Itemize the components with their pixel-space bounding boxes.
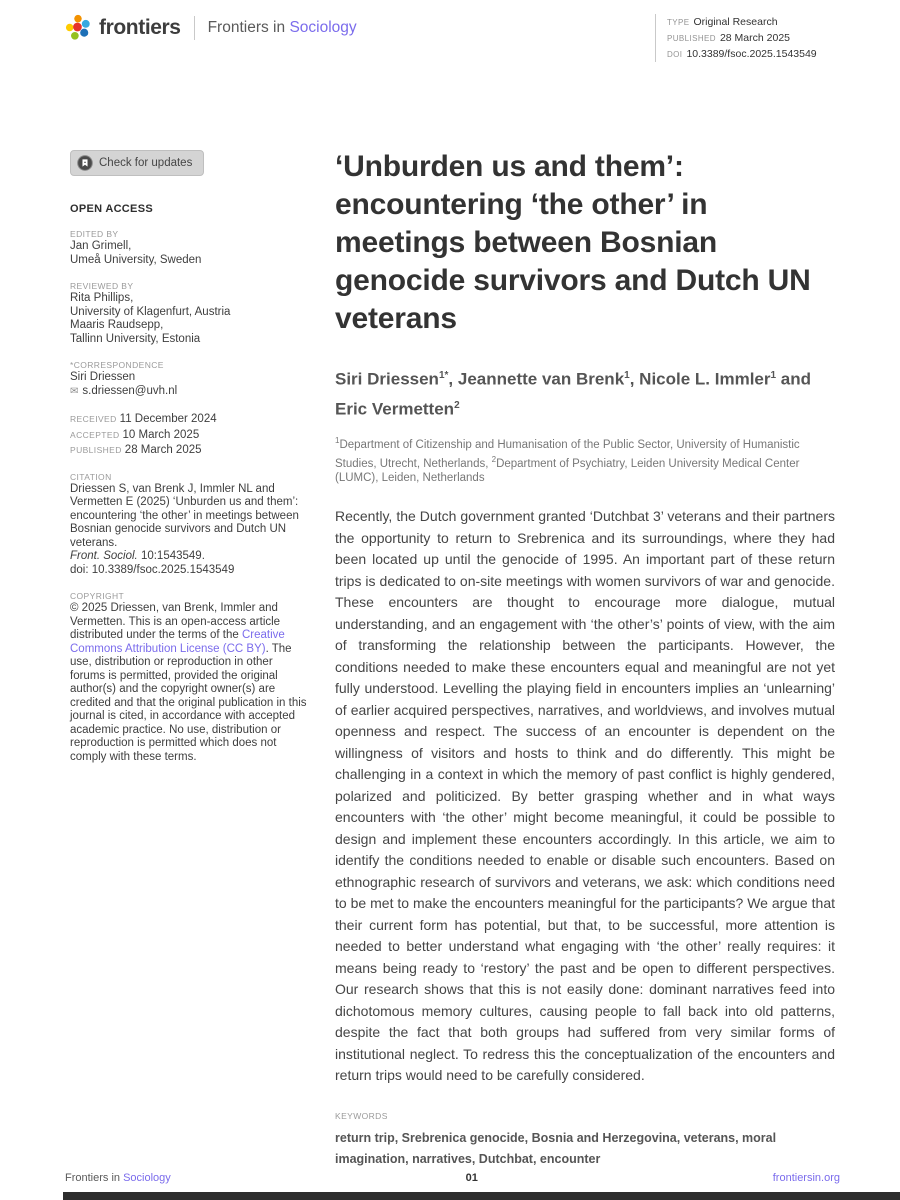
page-header xyxy=(65,14,840,62)
published-value: 28 March 2025 xyxy=(124,444,202,456)
received-row xyxy=(70,411,308,427)
meta-doi-label: DOI xyxy=(667,50,683,59)
brand xyxy=(65,14,357,41)
received-label: RECEIVED xyxy=(70,414,117,424)
correspondence-label: *CORRESPONDENCE xyxy=(70,360,164,370)
check-for-updates-label: Check for updates xyxy=(99,157,193,169)
published-label: PUBLISHED xyxy=(70,445,122,455)
footer-journal-prefix: Frontiers in xyxy=(65,1172,121,1184)
copyright-label: COPYRIGHT xyxy=(70,591,125,601)
author-name: Nicole L. Immler xyxy=(639,369,771,389)
keywords-text: return trip, Srebrenica genocide, Bosnia and Herzegovina, veterans, moral imagination, narratives, Dutchbat, encounter xyxy=(335,1130,777,1166)
page-footer xyxy=(65,1172,840,1184)
dates-section xyxy=(70,411,308,458)
footer-journal xyxy=(65,1172,171,1184)
affiliations xyxy=(335,434,835,485)
author-sup: 1 xyxy=(770,370,777,381)
copyright-post: . The use, distribution or reproduction in other forums is permitted, provided the original author(s) and the copyright owner(s) are credited and that the original publication in this journal is cited, in accordance with accepted academic practice. No use, distribution or reproduction is permitted which does not comply with these terms. xyxy=(70,642,307,763)
article-body xyxy=(335,148,835,1170)
cc-by-license-link[interactable]: Creative Commons Attribution License (CC BY) xyxy=(70,629,285,655)
sidebar xyxy=(70,150,308,777)
reviewed-by-section xyxy=(70,280,308,346)
crossmark-icon xyxy=(77,155,93,171)
citation-body: Driessen S, van Brenk J, Immler NL and Vermetten E (2025) ‘Unburden us and them’: encountering ‘the other’ in meetings between Bosnian genocide survivors and Dutch UN veterans. xyxy=(70,482,299,549)
affiliation-text: Department of Psychiatry, Leiden University Medical Center (LUMC), Leiden, Netherlands xyxy=(335,457,800,484)
editor-name: Jan Grimell, xyxy=(70,240,132,252)
citation-journal: Front. Sociol. xyxy=(70,550,138,562)
author-sep: , xyxy=(448,369,458,389)
author-sup: 2 xyxy=(454,399,460,411)
affiliation-sup: 2 xyxy=(491,454,497,464)
keywords-label: KEYWORDS xyxy=(335,1110,388,1121)
correspondence-name: Siri Driessen xyxy=(70,371,136,383)
citation-section xyxy=(70,471,308,578)
author-name: Eric Vermetten xyxy=(335,399,455,419)
author-sep: and xyxy=(776,369,812,389)
correspondence-email-row xyxy=(70,385,308,399)
citation-doi: doi: 10.3389/fsoc.2025.1543549 xyxy=(70,563,235,576)
meta-type-row xyxy=(667,14,840,30)
check-for-updates-button[interactable] xyxy=(70,150,204,176)
received-value: 11 December 2024 xyxy=(119,413,217,425)
accepted-label: ACCEPTED xyxy=(70,429,120,440)
accepted-value: 10 March 2025 xyxy=(122,428,200,441)
edited-by-section xyxy=(70,228,308,267)
correspondence-email-link[interactable]: s.driessen@uvh.nl xyxy=(82,384,178,397)
page-edge-strip xyxy=(63,1192,900,1200)
copyright-pre: © 2025 Driessen, van Brenk, Immler and Vermetten. This is an open-access article distributed under the terms of the xyxy=(70,602,281,641)
reviewed-by-label: REVIEWED BY xyxy=(70,281,134,291)
author-sep: , xyxy=(629,369,640,389)
reviewer-affiliation: University of Klagenfurt, Austria xyxy=(70,305,231,318)
frontiers-wordmark: frontiers xyxy=(99,15,181,39)
journal-name-link[interactable]: Sociology xyxy=(289,18,357,36)
reviewer-name: Maaris Raudsepp, xyxy=(70,319,164,331)
frontiersin-org-link[interactable]: frontiersin.org xyxy=(772,1172,840,1184)
meta-published-label: PUBLISHED xyxy=(667,34,716,43)
citation-journal-line xyxy=(70,550,308,564)
affiliation-sup: 1 xyxy=(335,436,340,446)
meta-published-row xyxy=(667,30,840,46)
journal-title xyxy=(208,19,357,37)
affiliation-text: Department of Citizenship and Humanisation of the Public Sector, University of Humanistic Studies, Utrecht, Netherlands, xyxy=(335,439,800,470)
citation-text xyxy=(70,483,308,551)
article-meta xyxy=(655,14,840,62)
copyright-text xyxy=(70,602,308,764)
copyright-section xyxy=(70,590,308,764)
editor-affiliation: Umeå University, Sweden xyxy=(70,253,202,266)
correspondence-section xyxy=(70,359,308,398)
open-access-heading: OPEN ACCESS xyxy=(70,203,153,215)
author-name: Siri Driessen xyxy=(335,369,439,389)
header-divider xyxy=(194,16,195,40)
meta-published-value: 28 March 2025 xyxy=(719,32,790,44)
reviewer-affiliation: Tallinn University, Estonia xyxy=(70,332,201,345)
reviewer-name: Rita Phillips, xyxy=(70,292,134,304)
journal-prefix: Frontiers in xyxy=(207,18,286,36)
footer-journal-link[interactable]: Sociology xyxy=(123,1172,171,1184)
citation-label: CITATION xyxy=(70,471,112,482)
author-sup: 1 xyxy=(624,370,630,381)
meta-type-value: Original Research xyxy=(693,16,778,28)
page-number: 01 xyxy=(465,1172,478,1184)
abstract-text: Recently, the Dutch government granted ‘Dutchbat 3’ veterans and their partners the opportunity to return to Srebrenica and its surroundings, where they had been located up until the genocide of 1995. An important part of these return trips is dedicated to on-site meetings with women survivors of war and genocide. These encounters are thought to encourage more dialogue, mutual understanding, and an engagement with ‘the other’s’ points of view, with the aim of transforming the relationship between the participants. However, the conditions needed to make these encounters equal and meaningful are not yet fully understood. Levelling the playing field in encounters implies an ‘unlearning’ of earlier acquired perspectives, narratives, and worldviews, and involves mutual openness and respect. The success of an encounter is dependent on the willingness of visitors and hosts to think and do differently. This might be challenging in a context in which the memory of past conflict is highly gendered, polarized and politicized. By better grasping whether and in what ways encounters with ‘the other’ might become meaningful, it could be possible to design and implement these encounters accordingly. In this article, we aim to identify the conditions needed to enable or disable such encounters. Based on ethnographic research of survivors and veterans, we ask: which conditions need to be met to make the encounters meaningful for the participants? We argue that their current form has potential, but that, to be successful, more attention is needed to better understand what engaging with ‘the other’ really requires: it means being ready to ‘restory’ the past and be open to different perspectives. Our research shows that this is not easily done: dominant narratives feed into dichotomous memory cultures, causing people to fall back into old patterns, despite the fact that both groups had suffered from very similar forms of institutional neglect. To redress this the conceptualization of the encounters and return trips would need to be carefully considered. xyxy=(335,508,835,1084)
author-line xyxy=(335,363,835,422)
article-title: ‘Unburden us and them’: encountering ‘the other’ in meetings between Bosnian genocide survivors and Dutch UN veterans xyxy=(335,150,811,335)
meta-doi-row xyxy=(667,46,840,62)
published-row xyxy=(70,442,308,458)
meta-doi-value: 10.3389/fsoc.2025.1543549 xyxy=(686,48,817,60)
author-name: Jeannette van Brenk xyxy=(457,369,625,389)
accepted-row xyxy=(70,427,308,443)
author-sup: 1* xyxy=(438,370,449,381)
citation-volume: 10:1543549. xyxy=(137,550,205,562)
meta-type-label: TYPE xyxy=(667,18,690,27)
edited-by-label: EDITED BY xyxy=(70,229,119,239)
envelope-icon: ✉ xyxy=(70,385,79,397)
frontiers-logo-icon xyxy=(65,14,92,41)
